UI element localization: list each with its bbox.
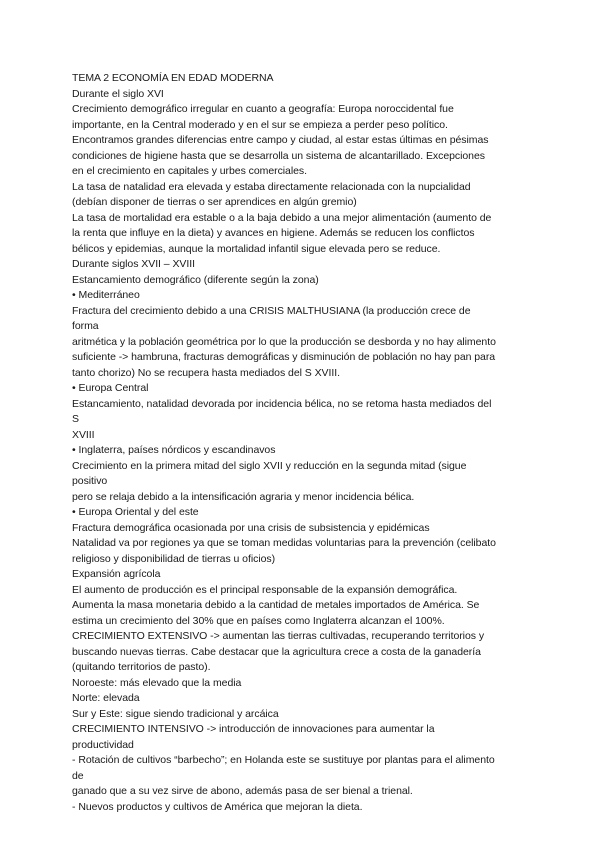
- text-line: religioso y disponibilidad de tierras u oficios): [72, 552, 276, 565]
- text-line: Fractura del crecimiento debido a una CRISIS MALTHUSIANA (la producción crece de: [72, 304, 471, 317]
- section-heading: Durante el siglo XVI: [72, 87, 164, 100]
- text-line: Fractura demográfica ocasionada por una crisis de subsistencia y epidémicas: [72, 521, 430, 534]
- text-line: Norte: elevada: [72, 692, 140, 704]
- text-line: CRECIMIENTO EXTENSIVO -> aumentan las tierras cultivadas, recuperando territorios y: [72, 630, 485, 642]
- text-line: Crecimiento en la primera mitad del siglo XVII y reducción en la segunda mitad (sigue: [72, 459, 467, 472]
- text-line: Sur y Este: sigue siendo tradicional y arcáica: [72, 707, 279, 720]
- text-line: Encontramos grandes diferencias entre campo y ciudad, al estar estas últimas en pésimas: [72, 134, 489, 146]
- text-line: Crecimiento demográfico irregular en cuanto a geografía: Europa noroccidental fue: [72, 103, 454, 115]
- text-line: Natalidad va por regiones ya que se toman medidas voluntarias para la prevención (celibato: [72, 537, 496, 549]
- document-page: [72, 71, 532, 815]
- text-line: Aumenta la masa monetaria debido a la cantidad de metales importados de América. Se: [72, 599, 480, 611]
- text-line: XVIII: [72, 428, 95, 441]
- text-line: ganado que a su vez sirve de abono, además pasa de ser bienal a trienal.: [72, 785, 413, 797]
- bullet-item: • Europa Central: [72, 382, 149, 394]
- text-line: estima un crecimiento del 30% que en países como Inglaterra alcanzan el 100%.: [72, 614, 445, 627]
- text-line: en el crecimiento en capitales y urbes comerciales.: [72, 165, 307, 177]
- section-heading: Expansión agrícola: [72, 568, 161, 580]
- text-line: positivo: [72, 475, 108, 487]
- text-line: El aumento de producción es el principal responsable de la expansión demográfica.: [72, 583, 458, 596]
- text-line: La tasa de mortalidad era estable o a la baja debido a una mejor alimentación (aumento de: [72, 211, 492, 224]
- document-title: TEMA 2 ECONOMÍA EN EDAD MODERNA: [72, 72, 274, 84]
- text-line: forma: [72, 320, 99, 332]
- text-line: CRECIMIENTO INTENSIVO -> introducción de innovaciones para aumentar la: [72, 723, 435, 735]
- bullet-item: • Europa Oriental y del este: [72, 506, 199, 518]
- bullet-item: • Mediterráneo: [72, 289, 140, 301]
- text-line: Estancamiento demográfico (diferente según la zona): [72, 273, 319, 286]
- text-line: S: [72, 413, 79, 425]
- text-line: - Rotación de cultivos “barbecho”; en Holanda este se sustituye por plantas para el alimento: [72, 754, 495, 766]
- text-line: - Nuevos productos y cultivos de América que mejoran la dieta.: [72, 800, 363, 813]
- text-line: buscando nuevas tierras. Cabe destacar que la agricultura crece a costa de la ganadería: [72, 645, 481, 658]
- bullet-item: • Inglaterra, países nórdicos y escandinavos: [72, 444, 276, 456]
- text-line: Estancamiento, natalidad devorada por incidencia bélica, no se retoma hasta mediados del: [72, 397, 492, 410]
- text-line: suficiente -> hambruna, fracturas demográficas y disminución de población no hay pan para: [72, 351, 496, 363]
- text-line: Noroeste: más elevado que la media: [72, 676, 242, 689]
- text-line: productividad: [72, 738, 134, 751]
- text-line: pero se relaja debido a la intensificación agraria y menor incidencia bélica.: [72, 490, 415, 503]
- text-line: aritmética y la población geométrica por lo que la producción se desborda y no hay alimento: [72, 335, 496, 348]
- text-line: La tasa de natalidad era elevada y estaba directamente relacionada con la nupcialidad: [72, 180, 471, 193]
- text-line: (quitando territorios de pasto).: [72, 661, 211, 673]
- text-line: (debían disponer de tierras o ser aprendices en algún gremio): [72, 196, 357, 208]
- text-line: tanto chorizo) No se recupera hasta mediados del S XVIII.: [72, 366, 340, 379]
- text-line: importante, en la Central moderado y en el sur se empieza a perder peso político.: [72, 118, 448, 131]
- text-line: de: [72, 769, 84, 782]
- text-line: bélicos y epidemias, aunque la mortalidad infantil sigue elevada pero se reduce.: [72, 242, 441, 255]
- text-line: condiciones de higiene hasta que se desarrolla un sistema de alcantarillado. Excepciones: [72, 149, 485, 162]
- text-line: la renta que influye en la dieta) y avances en higiene. Además se reducen los conflictos: [72, 227, 475, 239]
- section-heading: Durante siglos XVII – XVIII: [72, 258, 195, 270]
